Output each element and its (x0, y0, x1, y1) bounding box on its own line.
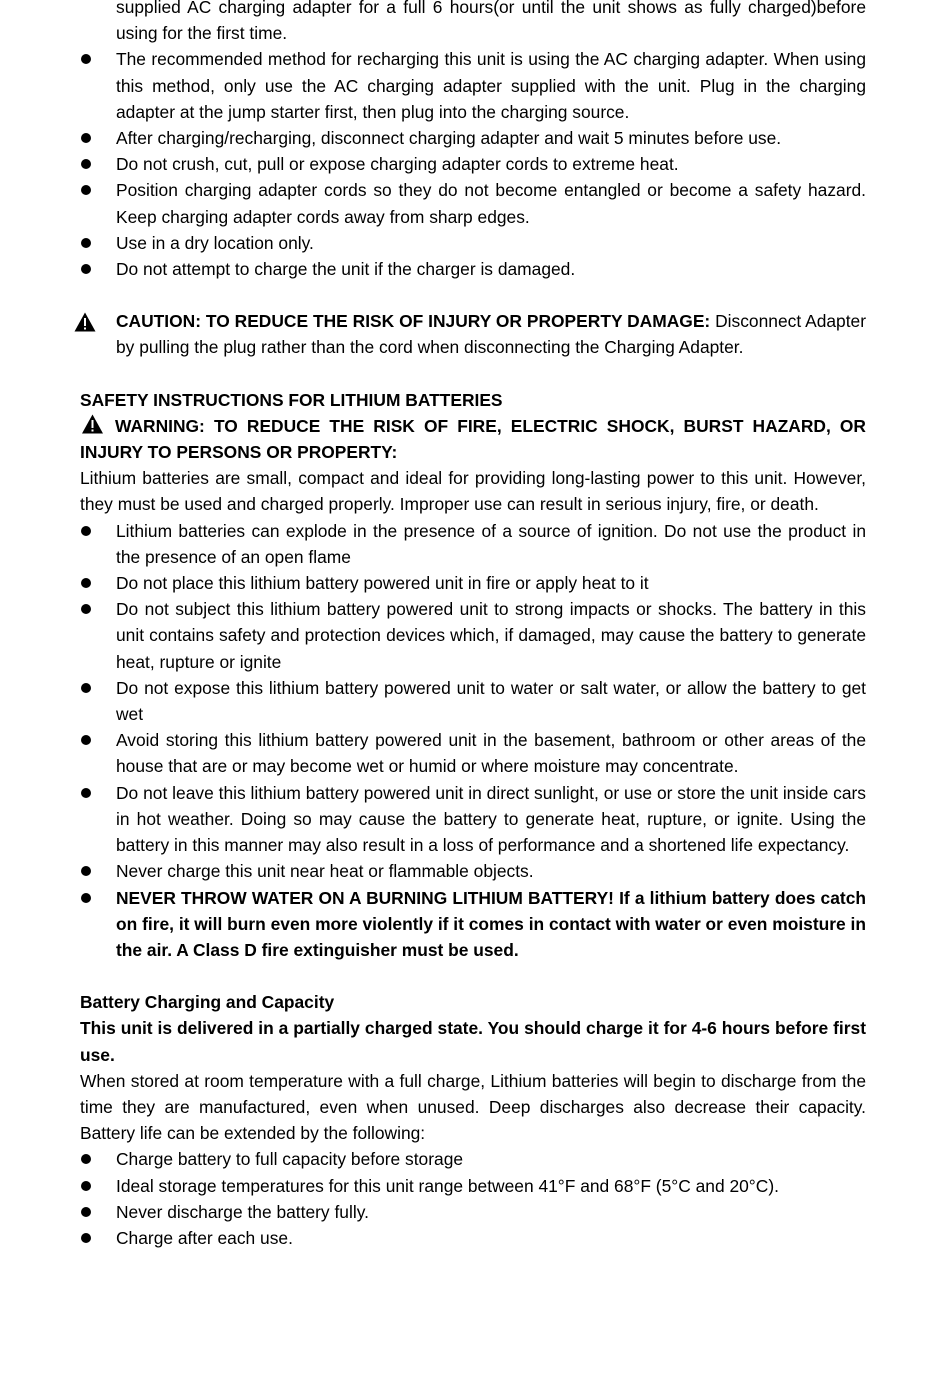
lithium-bullet-list (80, 518, 866, 963)
list-item: supplied AC charging adapter for a full 6 hours(or until the unit shows as fully charged)before using for the first time. (116, 0, 866, 44)
list-item: Do not subject this lithium battery powered unit to strong impacts or shocks. The battery in this unit contains safety and protection devices which, if damaged, may cause the battery to generate heat, rupture or ignite (80, 596, 866, 675)
caution-text: Disconnect Adapter by pulling the plug rather than the cord when disconnecting the Charging Adapter. (116, 311, 866, 358)
bullet-icon (81, 866, 91, 876)
charging-bullet-list (80, 0, 866, 282)
list-item: NEVER THROW WATER ON A BURNING LITHIUM BATTERY! If a lithium battery does catch on fire, it will burn even more violently if it comes in contact with water or even moisture in the air. A Class D fire extinguisher must be used. (80, 885, 866, 964)
list-item: Avoid storing this lithium battery powered unit in the basement, bathroom or other areas of the house that are or may become wet or humid or where moisture may concentrate. (80, 727, 866, 779)
bullet-icon (81, 133, 91, 143)
caution-notice (80, 308, 866, 360)
bullet-icon (81, 264, 91, 274)
document-page (80, 0, 866, 1251)
list-item: Do not place this lithium battery powered unit in fire or apply heat to it (80, 570, 866, 596)
list-item: Charge after each use. (80, 1225, 866, 1251)
list-item: Do not expose this lithium battery powered unit to water or salt water, or allow the battery to get wet (80, 675, 866, 727)
list-item: Lithium batteries can explode in the presence of a source of ignition. Do not use the product in the presence of an open flame (80, 518, 866, 570)
caution-label: CAUTION: TO REDUCE THE RISK OF INJURY OR PROPERTY DAMAGE: (116, 311, 711, 332)
capacity-bullet-list (80, 1146, 866, 1251)
warning-triangle-icon (80, 414, 105, 434)
bullet-icon (81, 1233, 91, 1243)
bullet-icon (81, 683, 91, 693)
warning-triangle-icon (74, 312, 96, 332)
lithium-warning: WARNING: TO REDUCE THE RISK OF FIRE, ELECTRIC SHOCK, BURST HAZARD, OR INJURY TO PERSONS OR PROPERTY: (80, 415, 866, 463)
lithium-section-heading: SAFETY INSTRUCTIONS FOR LITHIUM BATTERIES (80, 389, 503, 410)
bullet-icon (81, 185, 91, 195)
bullet-icon (81, 238, 91, 248)
capacity-section-heading: Battery Charging and Capacity (80, 992, 335, 1013)
bullet-icon (81, 159, 91, 169)
bullet-icon (81, 604, 91, 614)
list-item: Ideal storage temperatures for this unit range between 41°F and 68°F (5°C and 20°C). (80, 1173, 866, 1199)
list-item: Charge battery to full capacity before storage (80, 1146, 866, 1172)
list-item: Position charging adapter cords so they do not become entangled or become a safety hazard. Keep charging adapter cords away from sharp edges. (80, 177, 866, 229)
list-item: Use in a dry location only. (80, 230, 866, 256)
bullet-icon (81, 1181, 91, 1191)
list-item: After charging/recharging, disconnect charging adapter and wait 5 minutes before use. (80, 125, 866, 151)
list-item: Never charge this unit near heat or flammable objects. (80, 858, 866, 884)
list-item: Never discharge the battery fully. (80, 1199, 866, 1225)
lithium-intro: Lithium batteries are small, compact and ideal for providing long-lasting power to this unit. However, they must be used and charged properly. Improper use can result in serious injury, fire, or death. (80, 468, 866, 515)
bullet-icon (81, 54, 91, 64)
bullet-icon (81, 893, 91, 903)
capacity-intro: When stored at room temperature with a full charge, Lithium batteries will begin to discharge from the time they are manufactured, even when unused. Deep discharges also decrease their capacity. Battery life can be extended by the following: (80, 1070, 866, 1144)
list-item: Do not attempt to charge the unit if the charger is damaged. (80, 256, 866, 282)
bullet-icon (81, 578, 91, 588)
capacity-bold-note: This unit is delivered in a partially charged state. You should charge it for 4-6 hours before first use. (80, 1018, 866, 1065)
bullet-icon (81, 788, 91, 798)
list-item: Do not crush, cut, pull or expose charging adapter cords to extreme heat. (80, 151, 866, 177)
bullet-icon (81, 735, 91, 745)
bullet-icon (81, 1154, 91, 1164)
list-item: Do not leave this lithium battery powered unit in direct sunlight, or use or store the unit inside cars in hot weather. Doing so may cause the battery to generate heat, rupture, or ignite. Using the battery in this manner may also result in a loss of performance and a shortened life expectancy. (80, 780, 866, 859)
bullet-icon (81, 526, 91, 536)
list-item: The recommended method for recharging this unit is using the AC charging adapter. When using this method, only use the AC charging adapter supplied with the unit. Plug in the charging adapter at the jump starter first, then plug into the charging source. (80, 46, 866, 125)
bullet-icon (81, 1207, 91, 1217)
